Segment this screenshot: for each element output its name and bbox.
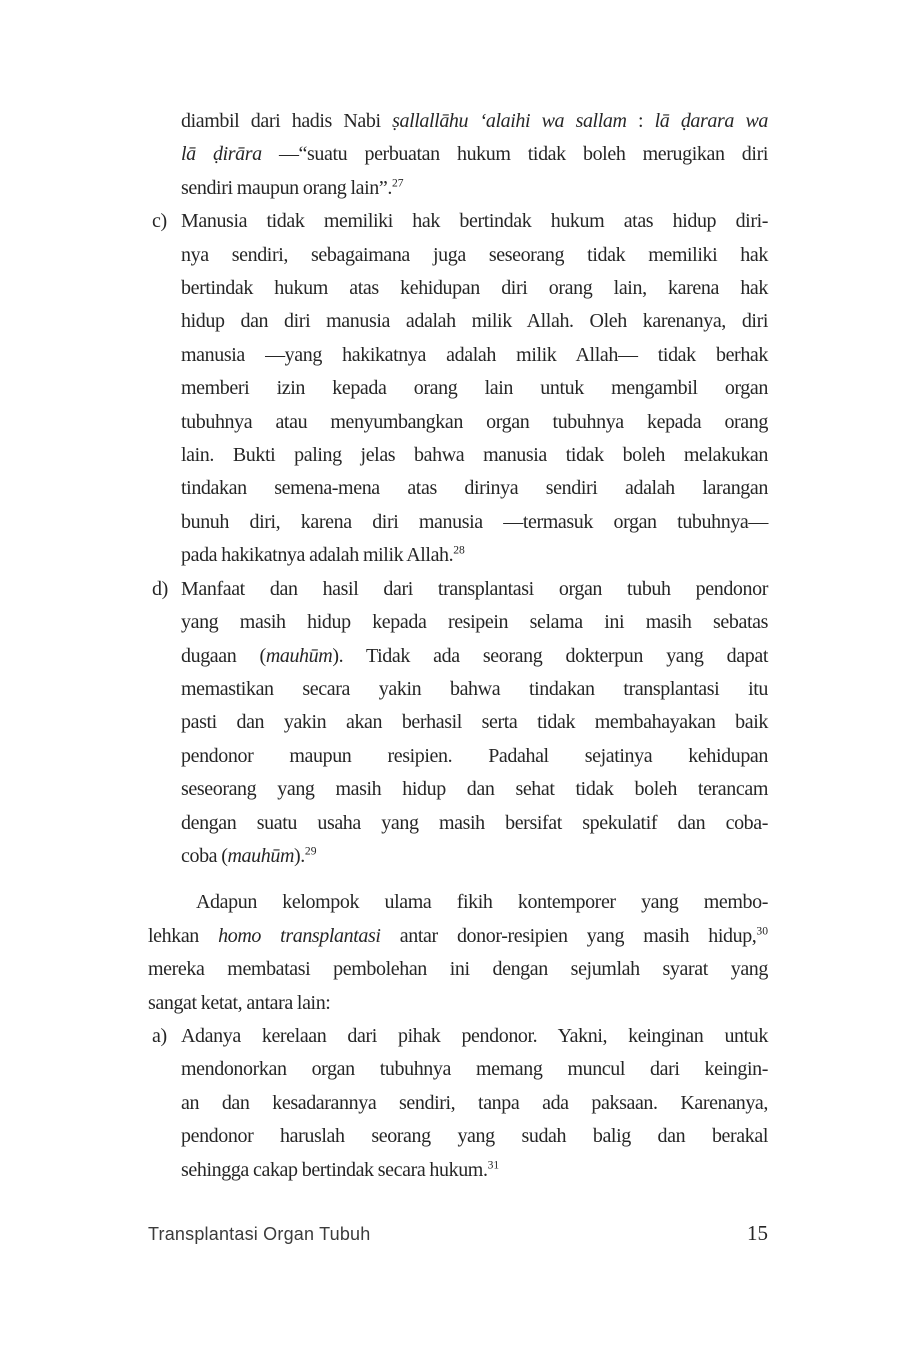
text-segment: bunuh diri, karena diri manusia —termasuk organ tubuhnya—	[181, 510, 768, 533]
text-segment: memberi izin kepada orang lain untuk mengambil organ	[181, 377, 768, 400]
text-segment: yang masih hidup kepada resipein selama ini masih sebatas	[181, 611, 768, 634]
text-line	[181, 807, 768, 840]
paragraph	[181, 105, 768, 205]
footer	[148, 1221, 768, 1246]
italic-text: mauhūm	[265, 644, 333, 667]
text-segment: lehkan	[148, 924, 219, 947]
text-line	[181, 1020, 768, 1053]
text-line	[181, 472, 768, 505]
text-line	[181, 239, 768, 272]
text-segment: sehingga cakap bertindak secara hukum.	[181, 1158, 488, 1181]
text-line	[181, 406, 768, 439]
text-line	[181, 205, 768, 238]
text-line	[148, 920, 768, 953]
text-line	[181, 840, 768, 873]
list-item	[152, 1020, 768, 1187]
text-line	[148, 953, 768, 986]
list-item	[152, 573, 768, 874]
text-line	[181, 706, 768, 739]
text-line	[181, 339, 768, 372]
text-line	[181, 606, 768, 639]
text-segment: lain. Bukti paling jelas bahwa manusia tidak boleh melakukan	[181, 444, 768, 467]
text-line	[181, 640, 768, 673]
text-segment: memastikan secara yakin bahwa tindakan transplantasi itu	[181, 677, 768, 700]
text-segment: dengan suatu usaha yang masih bersifat spekulatif dan coba-	[181, 811, 768, 834]
text-segment: pasti dan yakin akan berhasil serta tidak membahayakan baik	[181, 711, 768, 734]
text-line	[181, 506, 768, 539]
text-segment: mereka membatasi pembolehan ini dengan sejumlah syarat yang	[148, 958, 768, 981]
footnote-reference: 27	[391, 176, 404, 190]
text-line	[181, 1154, 768, 1187]
text-line	[181, 740, 768, 773]
text-line	[181, 172, 768, 205]
italic-text: mauhūm	[227, 844, 295, 867]
text-line	[181, 1120, 768, 1153]
text-line	[181, 439, 768, 472]
text-line	[181, 573, 768, 606]
text-line	[181, 138, 768, 171]
text-segment: dugaan (	[181, 644, 266, 667]
list-marker: c)	[152, 210, 167, 233]
italic-text: lā ḍirāra	[181, 143, 279, 166]
text-segment: pendonor maupun resipien. Padahal sejatinya kehidupan	[181, 744, 768, 767]
footnote-reference: 28	[453, 543, 465, 557]
text-line	[181, 539, 768, 572]
text-segment: an dan kesadarannya sendiri, tanpa ada paksaan. Karenanya,	[181, 1091, 768, 1114]
footnote-reference: 29	[304, 844, 317, 858]
text-segment: Manfaat dan hasil dari transplantasi organ tubuh pendonor	[181, 577, 768, 600]
text-segment: sendiri maupun orang lain”.	[181, 176, 392, 199]
text-block	[148, 105, 768, 1187]
text-line	[181, 105, 768, 138]
text-segment: mendonorkan organ tubuhnya memang muncul dari keingin-	[181, 1058, 768, 1081]
text-segment: Adapun kelompok ulama fikih kontemporer yang membo-	[196, 891, 768, 914]
italic-text: ṣallallāhu ‘alaihi wa sallam	[392, 110, 627, 132]
text-line	[181, 673, 768, 706]
text-segment: —“suatu perbuatan hukum tidak boleh merugikan diri	[278, 143, 768, 166]
text-line	[181, 272, 768, 305]
text-segment: nya sendiri, sebagaimana juga seseorang tidak memiliki hak	[181, 243, 768, 266]
book-title: Transplantasi Organ Tubuh	[148, 1224, 371, 1244]
text-line	[181, 773, 768, 806]
text-segment: antar donor-resipien yang masih hidup,	[380, 924, 757, 947]
page-number: 15	[747, 1221, 768, 1245]
text-line	[181, 372, 768, 405]
text-segment: Adanya kerelaan dari pihak pendonor. Yakni, keinginan untuk	[181, 1024, 768, 1047]
text-segment: pendonor haruslah seorang yang sudah balig dan berakal	[181, 1125, 768, 1148]
list-marker: a)	[152, 1024, 167, 1047]
list-marker: d)	[152, 577, 168, 600]
text-segment: :	[626, 110, 655, 132]
text-segment: bertindak hukum atas kehidupan diri orang lain, karena hak	[181, 277, 768, 300]
text-line	[181, 1053, 768, 1086]
text-segment: Manusia tidak memiliki hak bertindak hukum atas hidup diri-	[181, 210, 768, 233]
text-line	[148, 886, 768, 919]
paragraph	[148, 886, 768, 1020]
text-segment: tindakan semena-mena atas dirinya sendiri adalah larangan	[181, 477, 768, 500]
italic-text: homo transplantasi	[218, 924, 381, 947]
text-segment: ).	[294, 844, 305, 867]
list-item	[152, 205, 768, 572]
text-segment: sangat ketat, antara lain:	[148, 991, 331, 1014]
text-line	[148, 987, 768, 1020]
text-segment: tubuhnya atau menyumbangkan organ tubuhnya kepada orang	[181, 410, 768, 433]
italic-text: lā ḍarara wa	[654, 110, 768, 132]
text-segment: diambil dari hadis Nabi	[181, 110, 393, 132]
text-line	[181, 1087, 768, 1120]
text-segment: pada hakikatnya adalah milik Allah.	[181, 544, 454, 567]
text-line	[181, 305, 768, 338]
footnote-reference: 30	[756, 924, 769, 938]
text-segment: manusia —yang hakikatnya adalah milik Allah— tidak berhak	[181, 343, 768, 366]
text-segment: coba (	[181, 844, 228, 867]
text-segment: ). Tidak ada seorang dokterpun yang dapat	[332, 644, 768, 667]
text-segment: seseorang yang masih hidup dan sehat tidak boleh terancam	[181, 778, 768, 801]
footnote-reference: 31	[487, 1157, 500, 1171]
text-segment: hidup dan diri manusia adalah milik Allah. Oleh karenanya, diri	[181, 310, 768, 333]
